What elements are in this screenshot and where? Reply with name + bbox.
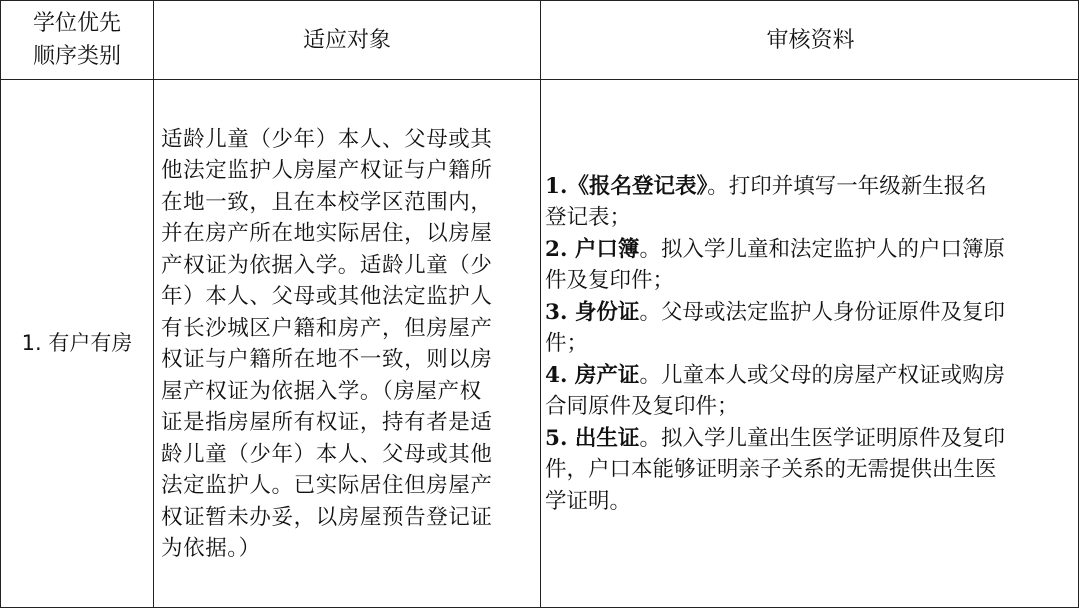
- material-title: 2. 户口簿: [545, 236, 640, 262]
- row-category: 1. 有户有房: [21, 331, 133, 356]
- material-desc: 。拟入学儿童出生医学证明原件及复印: [639, 425, 1005, 451]
- material-item: [545, 171, 1076, 234]
- target-line: 龄儿童（少年）本人、父母或其他: [161, 441, 493, 467]
- material-line: [545, 171, 1076, 203]
- material-item: [545, 234, 1076, 297]
- material-title: 3. 身份证: [545, 299, 640, 325]
- header-category-line1: 学位优先: [32, 11, 121, 36]
- material-desc: 。打印并填写一年级新生报名: [707, 173, 987, 199]
- header-materials: 审核资料: [766, 27, 855, 53]
- target-line: 法定监护人。已实际居住但房屋产: [161, 473, 493, 498]
- material-title: 5. 出生证: [545, 425, 640, 451]
- material-line: 件及复印件；: [545, 268, 675, 294]
- material-desc: 。父母或法定监护人身份证原件及复印: [639, 299, 1005, 325]
- materials-list: [541, 171, 1080, 518]
- material-line: 学证明。: [545, 488, 632, 514]
- target-line: 权证与户籍所在地不一致，则以房: [161, 347, 493, 372]
- material-title: 4. 房产证: [545, 362, 640, 388]
- material-line: 件；: [545, 331, 589, 357]
- target-line: 有长沙城区户籍和房产，但房屋产: [161, 315, 493, 341]
- material-item: [545, 423, 1076, 518]
- target-line: 在地一致，且在本校学区范围内，: [161, 189, 493, 215]
- target-line: 证是指房屋所有权证，持有者是适: [161, 410, 493, 435]
- target-line: 为依据。）: [161, 536, 261, 561]
- material-line: [545, 234, 1076, 266]
- target-line: 产权证为依据入学。适龄儿童（少: [161, 252, 493, 278]
- header-target: 适应对象: [302, 27, 391, 53]
- material-title: 1.《报名登记表》: [545, 173, 708, 199]
- target-line: 屋产权证为依据入学。（房屋产权: [161, 378, 482, 404]
- target-line: 他法定监护人房屋产权证与户籍所: [161, 158, 493, 183]
- material-desc: 。儿童本人或父母的房屋产权证或购房: [639, 362, 1005, 388]
- material-line: [545, 360, 1076, 392]
- row-target: [154, 80, 540, 608]
- target-line: 适龄儿童（少年）本人、父母或其: [161, 126, 493, 152]
- target-line: 年）本人、父母或其他法定监护人: [161, 284, 493, 309]
- material-line: 件，户口本能够证明亲子关系的无需提供出生医: [545, 457, 997, 483]
- material-desc: 。拟入学儿童和法定监护人的户口簿原: [639, 236, 1005, 262]
- target-description: [154, 124, 500, 565]
- header-category-line2: 顺序类别: [32, 44, 121, 69]
- material-line: [545, 423, 1076, 455]
- material-line: 合同原件及复印件；: [545, 394, 739, 420]
- header-category: [1, 1, 153, 79]
- material-line: 登记表；: [545, 205, 632, 231]
- row-materials: [541, 80, 1080, 608]
- material-item: [545, 297, 1076, 360]
- material-line: [545, 297, 1076, 329]
- material-item: [545, 360, 1076, 423]
- target-line: 权证暂未办妥，以房屋预告登记证: [161, 504, 493, 530]
- target-line: 并在房产所在地实际居住，以房屋: [161, 221, 493, 246]
